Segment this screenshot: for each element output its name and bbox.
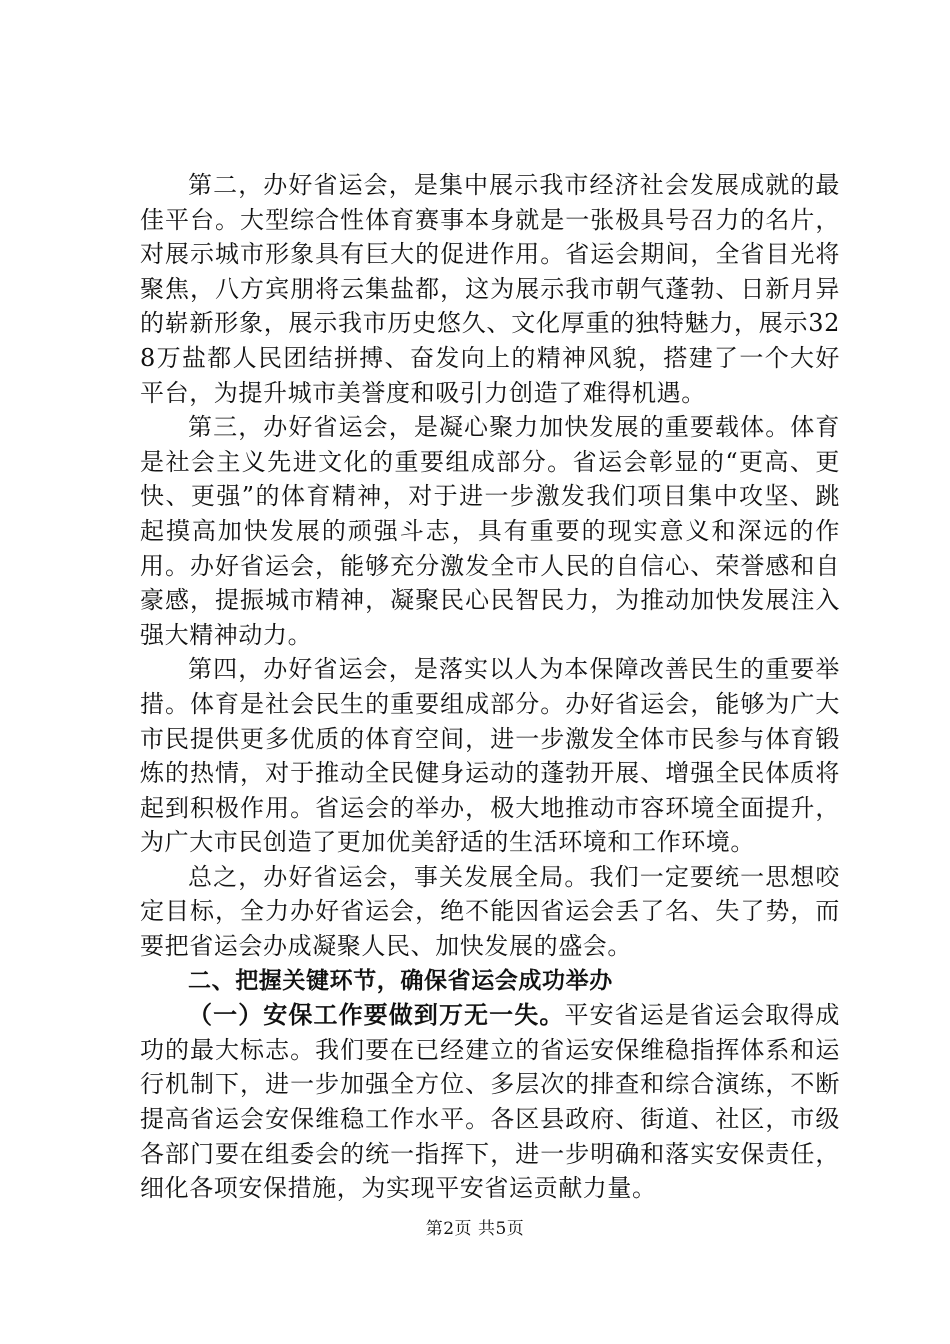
paragraph-third-point: 第三，办好省运会，是凝心聚力加快发展的重要载体。体育是社会主义先进文化的重要组成部分。省运会彰显的“更高、更快、更强”的体育精神，对于进一步激发我们项目集中攻坚、跳起摸高加快发展的顽强斗志，具有重要的现实意义和深远的作用。办好省运会，能够充分激发全市人民的自信心、荣誉感和自豪感，提振城市精神，凝聚民心民智民力，为推动加快发展注入强大精神动力。 <box>140 413 840 649</box>
paragraph-text: 平安省运是省运会取得成功的最大标志。我们要在已经建立的省运安保维稳指挥体系和运行机制下，进一步加强全方位、多层次的排查和综合演练，不断提高省运会安保维稳工作水平。各区县政府、街道、社区，市级各部门要在组委会的统一指挥下，进一步明确和落实安保责任，细化各项安保措施，为实现平安省运贡献力量。 <box>140 1001 840 1203</box>
page-footer: 第2页 共5页 <box>425 1219 525 1239</box>
document-body <box>140 168 840 1206</box>
paragraph-lead: （一）安保工作要做到万无一失。 <box>188 1001 565 1030</box>
paragraph-fourth-point: 第四，办好省运会，是落实以人为本保障改善民生的重要举措。体育是社会民生的重要组成部分。办好省运会，能够为广大市民提供更多优质的体育空间，进一步激发全体市民参与体育锻炼的热情，对于推动全民健身运动的蓬勃开展、增强全民体质将起到积极作用。省运会的举办，极大地推动市容环境全面提升，为广大市民创造了更加优美舒适的生活环境和工作环境。 <box>140 655 840 857</box>
paragraph-security-work <box>140 998 840 1206</box>
paragraph-conclusion: 总之，办好省运会，事关发展全局。我们一定要统一思想咬定目标，全力办好省运会，绝不能因省运会丢了名、失了势，而要把省运会办成凝聚人民、加快发展的盛会。 <box>140 862 840 961</box>
paragraph-second-point: 第二，办好省运会，是集中展示我市经济社会发展成就的最佳平台。大型综合性体育赛事本身就是一张极具号召力的名片，对展示城市形象具有巨大的促进作用。省运会期间，全省目光将聚焦，八方宾朋将云集盐都，这为展示我市朝气蓬勃、日新月异的崭新形象，展示我市历史悠久、文化厚重的独特魅力，展示328万盐都人民团结拼搏、奋发向上的精神风貌，搭建了一个大好平台，为提升城市美誉度和吸引力创造了难得机遇。 <box>140 171 840 407</box>
section-heading: 二、把握关键环节，确保省运会成功举办 <box>188 967 613 994</box>
